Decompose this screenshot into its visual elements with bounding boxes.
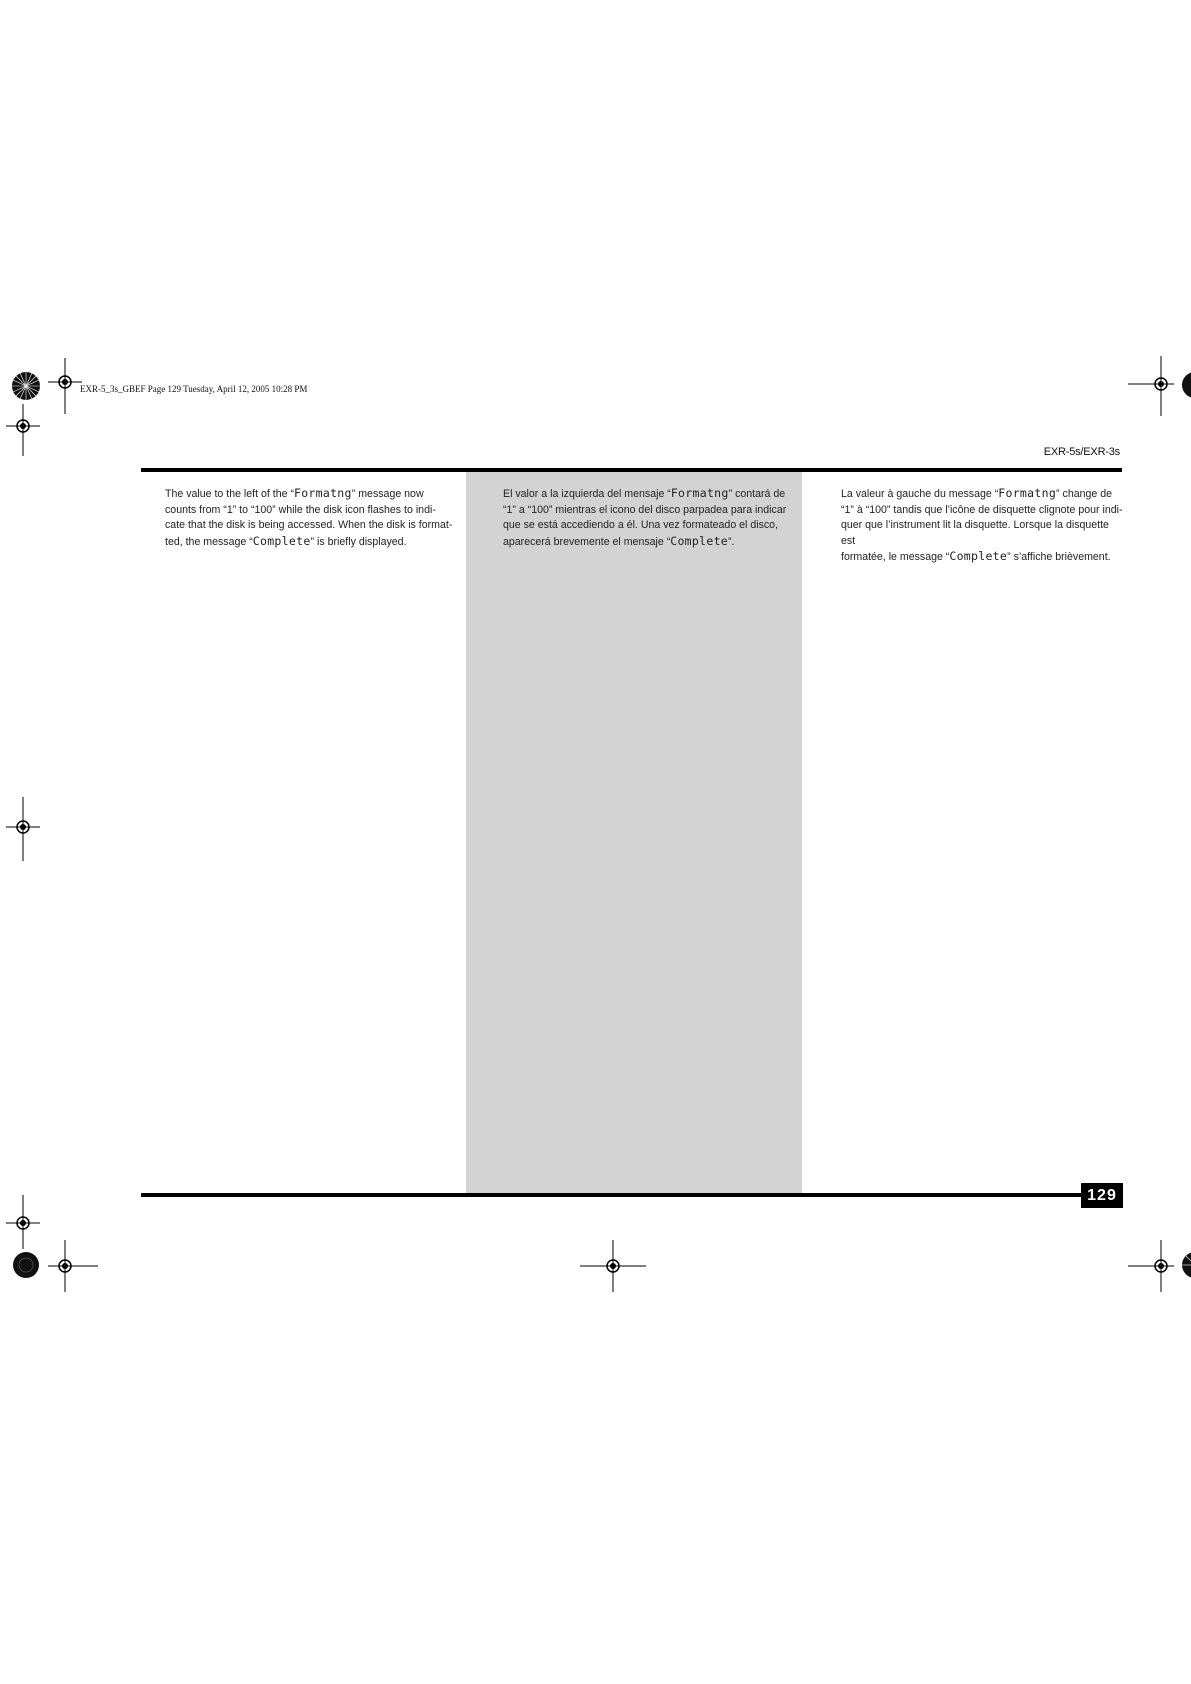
spanish-column-background — [466, 472, 802, 1193]
crosshair-mark-bottom-right — [1128, 1240, 1174, 1292]
paragraph-line: aparecerá brevemente el mensaje “Complete”. — [503, 533, 735, 548]
paragraph-line: counts from “1” to “100” while the disk icon flashes to indi- — [165, 503, 436, 516]
registration-mark-top-left-large — [10, 370, 42, 402]
crosshair-mark-bottom-center — [580, 1240, 646, 1292]
bottom-rule — [141, 1193, 1081, 1197]
paragraph-line: La valeur à gauche du message “Formatng” change de — [841, 486, 1113, 500]
lcd-message-complete: Complete — [670, 533, 729, 548]
lcd-message-formatng: Formatng — [293, 486, 352, 500]
registration-mark-top-right-large — [1180, 370, 1191, 400]
crosshair-mark-left-upper — [6, 404, 40, 456]
paragraph-line: que se está accediendo a él. Una vez formateado el disco, — [503, 519, 779, 532]
crosshair-mark-left-lower — [6, 1195, 40, 1249]
crosshair-mark-top-left — [48, 358, 82, 414]
paragraph-line: formatée, le message “Complete” s’affiche brièvement. — [841, 549, 1111, 564]
lcd-message-formatng: Formatng — [670, 486, 729, 500]
product-name: EXR-5s/EXR-3s — [1043, 446, 1120, 458]
crosshair-mark-left-middle — [6, 797, 40, 861]
paragraph-line: cate that the disk is being accessed. When the disk is format- — [165, 519, 453, 532]
spanish-column — [503, 486, 793, 550]
paragraph-line: The value to the left of the “Formatng” message now — [165, 486, 424, 500]
french-column — [841, 486, 1123, 566]
lcd-message-complete: Complete — [949, 549, 1008, 564]
lcd-message-formatng: Formatng — [998, 486, 1057, 500]
paragraph-line: quer que l’instrument lit la disquette. Lorsque la disquette est — [841, 519, 1109, 547]
registration-mark-bottom-left-large — [11, 1250, 41, 1280]
paragraph-line: ted, the message “Complete” is briefly displayed. — [165, 533, 407, 548]
paragraph-line: “1” a “100” mientras el icono del disco parpadea para indicar — [503, 503, 787, 516]
paragraph-line: El valor a la izquierda del mensaje “Formatng” contará de — [503, 486, 786, 500]
page-number: 129 — [1081, 1183, 1123, 1208]
top-rule — [141, 468, 1122, 472]
crosshair-mark-bottom-left — [48, 1240, 98, 1292]
lcd-message-complete: Complete — [252, 533, 311, 548]
english-column — [165, 486, 455, 550]
print-slug: EXR-5_3s_GBEF Page 129 Tuesday, April 12, 2005 10:28 PM — [80, 384, 308, 394]
crosshair-mark-top-right — [1128, 356, 1174, 416]
paragraph-line: “1” à “100” tandis que l’icône de disquette clignote pour indi- — [841, 503, 1123, 516]
registration-mark-bottom-right-large — [1180, 1250, 1191, 1280]
